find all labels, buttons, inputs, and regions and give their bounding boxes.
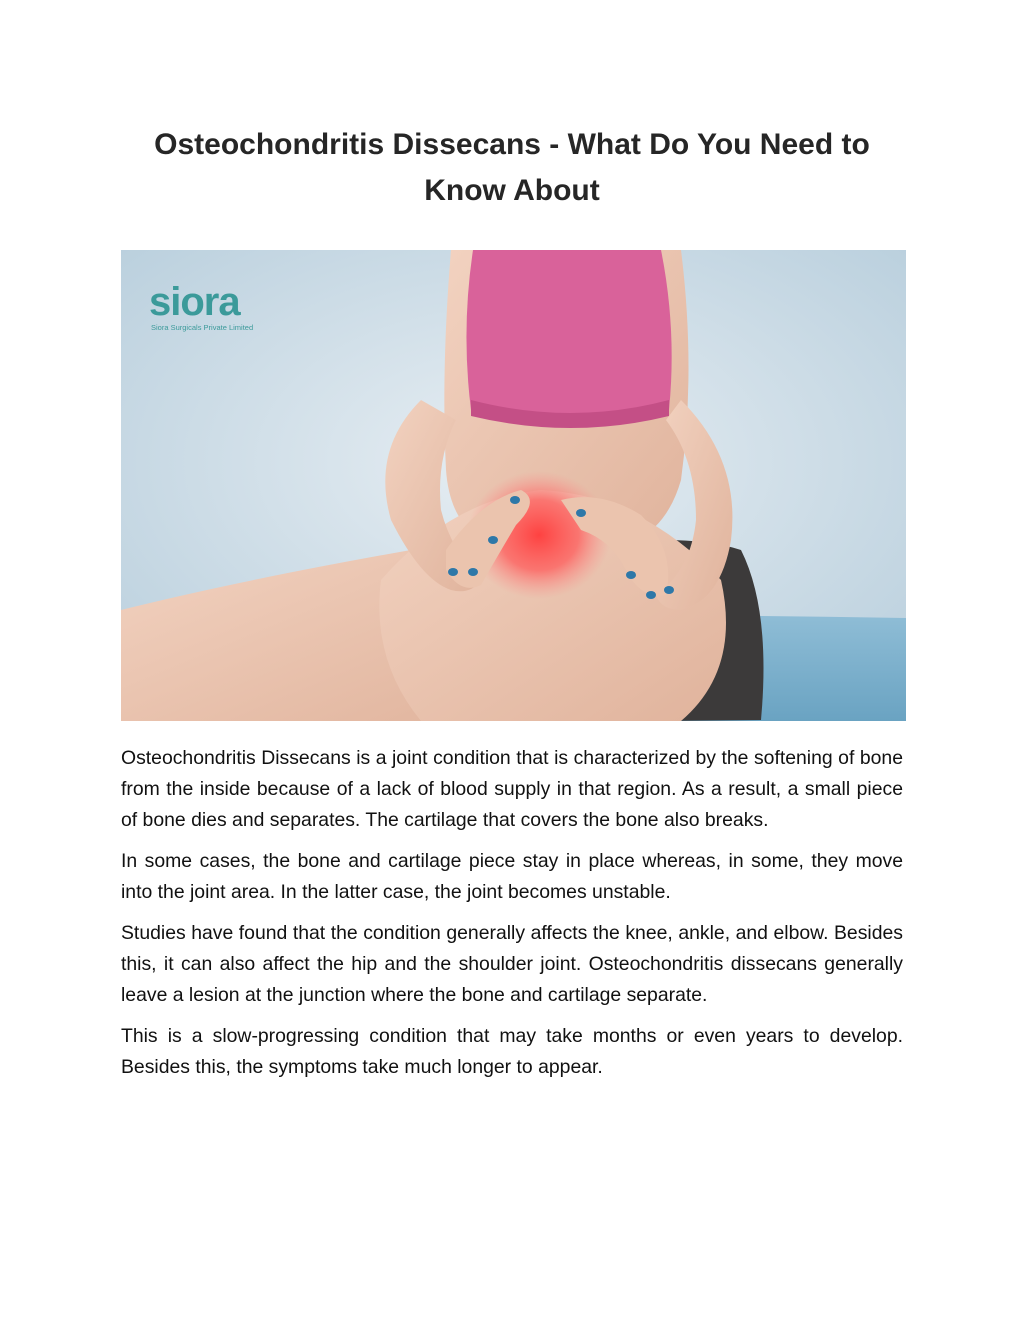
paragraph: This is a slow-progressing condition that may take months or even years to develop. Besides this, the symptoms take much longer to appear.: [121, 1025, 903, 1078]
paragraph: Studies have found that the condition generally affects the knee, ankle, and elbow. Besides this, it can also affect the hip and the shoulder joint. Osteochondritis dissecans generally leave a lesion at the junction where the bone and cartilage separate.: [121, 922, 903, 1006]
brand-logo: [149, 280, 269, 336]
sports-top: [466, 250, 671, 423]
logo-tagline: Siora Surgicals Private Limited: [151, 323, 254, 332]
hero-image: [121, 250, 906, 721]
article-body: [121, 743, 903, 1093]
logo-wordmark: siora: [149, 280, 240, 324]
page-title: Osteochondritis Dissecans - What Do You Need to Know About: [154, 128, 870, 207]
paragraph: In some cases, the bone and cartilage piece stay in place whereas, in some, they move into the joint area. In the latter case, the joint becomes unstable.: [121, 850, 903, 903]
paragraph: Osteochondritis Dissecans is a joint condition that is characterized by the softening of bone from the inside because of a lack of blood supply in that region. As a result, a small piece of bone dies and separates. The cartilage that covers the bone also breaks.: [121, 747, 903, 831]
